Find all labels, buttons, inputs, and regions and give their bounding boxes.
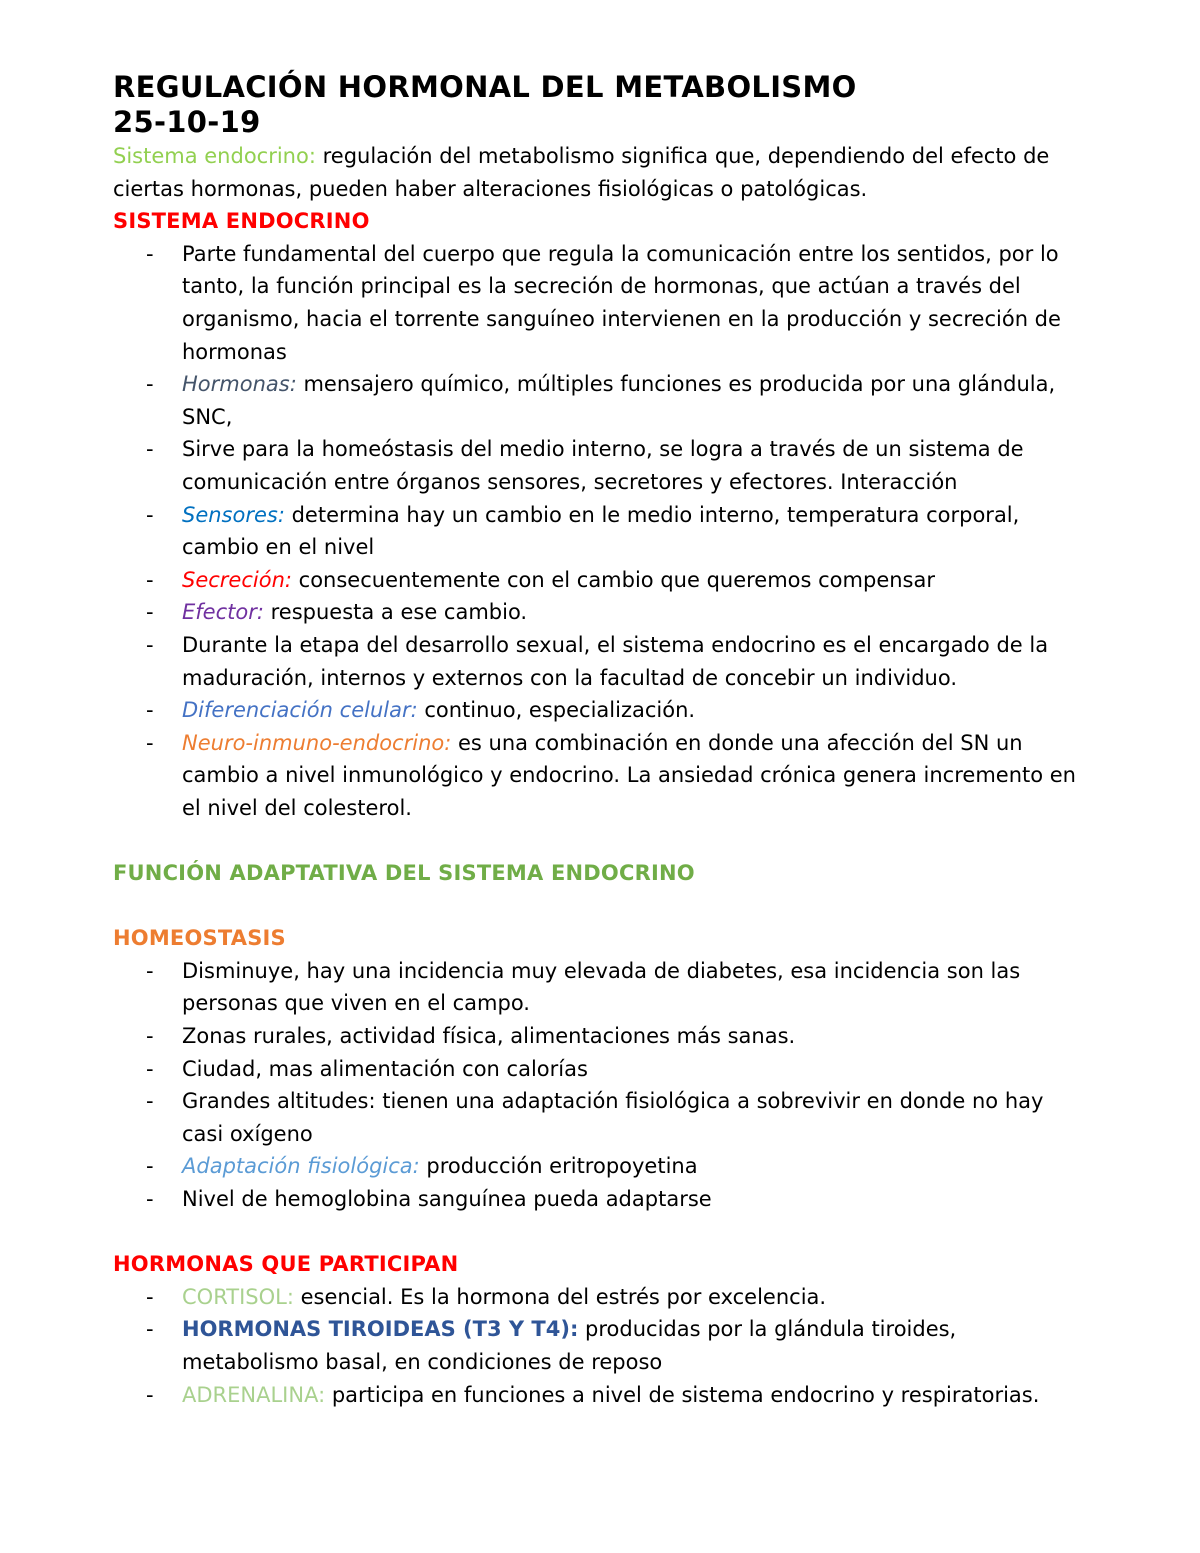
item-label: Secreción:: [182, 567, 292, 592]
list-homeostasis: [113, 955, 1088, 1216]
list-dash: -: [146, 502, 154, 527]
intro-text: regulación del metabolismo significa que, dependiendo del efecto de ciertas hormonas, pueden haber alteraciones fisiológicas o patológicas.: [113, 144, 1050, 201]
item-label: Efector:: [182, 600, 264, 625]
list-item: [113, 1053, 1088, 1086]
list-item: [113, 596, 1088, 629]
list-dash: -: [146, 600, 154, 625]
item-text: respuesta a ese cambio.: [263, 600, 528, 625]
list-item: [113, 629, 1088, 694]
item-label: Sensores:: [182, 502, 285, 527]
list-dash: -: [146, 698, 154, 723]
section-heading-funcion-adaptativa: FUNCIÓN ADAPTATIVA DEL SISTEMA ENDOCRINO: [113, 861, 695, 886]
list-item: [113, 1281, 1088, 1314]
list-dash: -: [146, 567, 154, 592]
item-label: Adaptación fisiológica:: [182, 1154, 420, 1179]
list-item: [113, 1150, 1088, 1183]
intro-paragraph: [113, 140, 1088, 205]
item-text: determina hay un cambio en le medio interno, temperatura corporal, cambio en el nivel: [182, 502, 1020, 560]
list-item: [113, 727, 1088, 825]
list-item: [113, 1183, 1088, 1216]
list-item: [113, 1020, 1088, 1053]
item-text: Disminuye, hay una incidencia muy elevada de diabetes, esa incidencia son las personas que viven en el campo.: [182, 958, 1021, 1016]
item-text: Zonas rurales, actividad física, alimentaciones más sanas.: [182, 1024, 796, 1049]
item-label: Neuro-inmuno-endocrino:: [182, 730, 452, 755]
item-text: producidas por la glándula tiroides, metabolismo basal, en condiciones de reposo: [182, 1317, 957, 1374]
list-dash: -: [146, 958, 154, 983]
list-dash: -: [146, 1024, 154, 1049]
item-label: HORMONAS TIROIDEAS (T3 Y T4):: [182, 1317, 579, 1342]
document-title: REGULACIÓN HORMONAL DEL METABOLISMO: [113, 70, 857, 104]
intro-label: Sistema endocrino:: [113, 144, 316, 168]
item-text: Grandes altitudes: tienen una adaptación fisiológica a sobrevivir en donde no hay casi oxígeno: [182, 1089, 1044, 1146]
list-sistema-endocrino: [113, 238, 1088, 825]
item-text: mensajero químico, múltiples funciones es producida por una glándula, SNC,: [182, 372, 1056, 429]
item-text: Ciudad, mas alimentación con calorías: [182, 1056, 588, 1081]
item-text: Durante la etapa del desarrollo sexual, el sistema endocrino es el encargado de la maduración, internos y externos con la facultad de concebir un individuo.: [182, 632, 1049, 690]
list-dash: -: [146, 632, 154, 657]
item-text: es una combinación en donde una afección del SN un cambio a nivel inmunológico y endocrino. La ansiedad crónica genera incremento en el nivel del colesterol.: [182, 730, 1076, 820]
list-item: [113, 1313, 1088, 1378]
item-text: producción eritropoyetina: [419, 1154, 698, 1179]
section-heading-homeostasis: HOMEOSTASIS: [113, 926, 286, 951]
list-dash: -: [146, 730, 154, 755]
list-dash: -: [146, 1154, 154, 1179]
spacer: [113, 1216, 1088, 1249]
list-dash: -: [146, 1382, 154, 1407]
item-text: Parte fundamental del cuerpo que regula la comunicación entre los sentidos, por lo tanto, la función principal es la secreción de hormonas, que actúan a través del organismo, hacia el torrente sanguíneo intervienen en la producción y secreción de hormonas: [182, 241, 1061, 364]
section-heading-hormonas-que-participan: HORMONAS QUE PARTICIPAN: [113, 1252, 459, 1277]
section-heading-sistema-endocrino: SISTEMA ENDOCRINO: [113, 209, 370, 234]
item-text: continuo, especialización.: [417, 698, 696, 723]
item-text: consecuentemente con el cambio que queremos compensar: [291, 567, 935, 592]
item-text: esencial. Es la hormona del estrés por excelencia.: [293, 1284, 827, 1309]
list-item: [113, 368, 1088, 433]
list-hormonas: [113, 1281, 1088, 1411]
item-text: Sirve para la homeóstasis del medio interno, se logra a través de un sistema de comunicación entre órganos sensores, secretores y efectores. Interacción: [182, 437, 1024, 494]
list-item: [113, 955, 1088, 1020]
list-dash: -: [146, 1284, 154, 1309]
list-dash: -: [146, 1317, 154, 1342]
list-item: [113, 499, 1088, 564]
list-item: [113, 1379, 1088, 1412]
item-text: Nivel de hemoglobina sanguínea pueda adaptarse: [182, 1187, 712, 1211]
document-date: 25-10-19: [113, 105, 261, 139]
list-dash: -: [146, 1187, 154, 1211]
item-label: CORTISOL:: [182, 1284, 294, 1309]
list-item: [113, 238, 1088, 368]
list-item: [113, 694, 1088, 727]
list-dash: -: [146, 241, 154, 266]
item-label: ADRENALINA:: [182, 1382, 326, 1407]
item-text: participa en funciones a nivel de sistema endocrino y respiratorias.: [325, 1382, 1040, 1407]
list-dash: -: [146, 437, 154, 462]
list-item: [113, 1085, 1088, 1150]
list-dash: -: [146, 1056, 154, 1081]
item-label: Diferenciación celular:: [182, 698, 418, 723]
list-item: [113, 433, 1088, 498]
list-dash: -: [146, 1089, 154, 1114]
spacer: [113, 890, 1088, 923]
spacer: [113, 824, 1088, 857]
list-dash: -: [146, 372, 154, 397]
list-item: [113, 564, 1088, 597]
item-label: Hormonas:: [182, 372, 297, 397]
